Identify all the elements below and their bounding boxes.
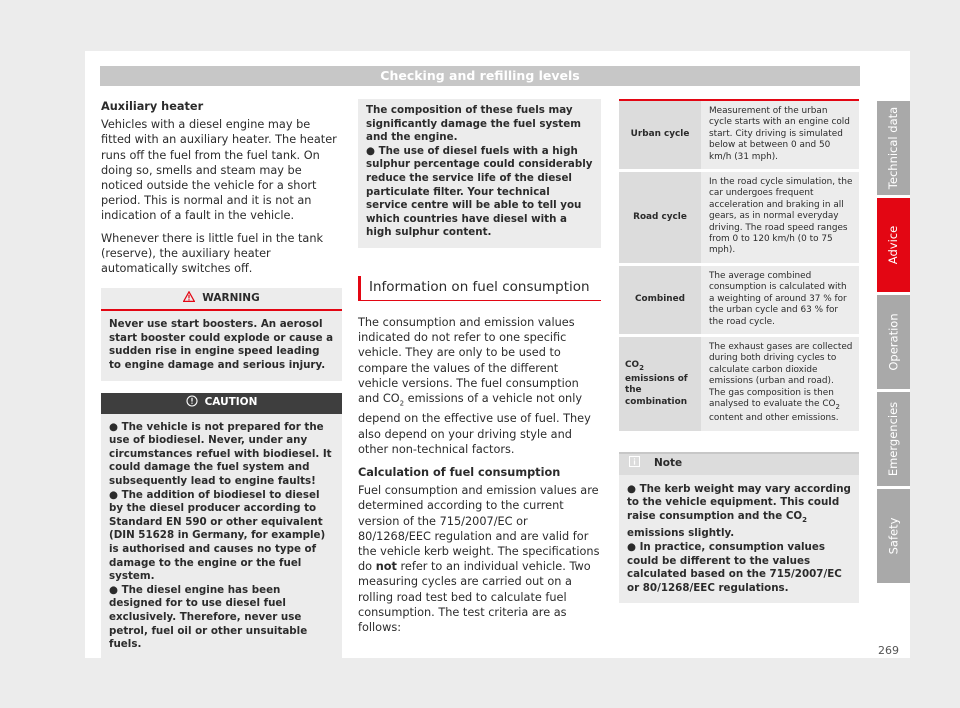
cycle-description: The exhaust gases are collected during both driving cycles to calculate carbon dioxide emissions (urban and road). The gas composition is then analysed to evaluate the $CO_2$ content and other emissions.: [701, 337, 859, 434]
measuring-cycles-table: [619, 101, 859, 434]
warning-text: Never use start boosters. An aerosol start booster could explode or cause a sudden rise in engine speed leading to engine damage and serious injury.: [109, 318, 334, 372]
fuel-consumption-paragraph: The consumption and emission values indicated do not refer to one specific vehicle. They are only to be used to compare the values of the different vehicle versions. The fuel consumption and $CO_2$ emissions of a vehicle not only depend on the effective use of fuel. They also depend on your driving style and other non-technical factors.: [358, 315, 591, 456]
info-square-icon: [629, 456, 640, 472]
info-circle-icon: [186, 395, 198, 411]
column-middle: [358, 99, 601, 642]
tab-emergencies[interactable]: Emergencies: [877, 392, 910, 486]
cycle-label: Combined: [619, 266, 701, 337]
tab-technical-data[interactable]: Technical data: [877, 101, 910, 195]
warning-label: WARNING: [202, 291, 260, 304]
auxiliary-heater-heading: Auxiliary heater: [101, 100, 204, 113]
cycle-label: Road cycle: [619, 172, 701, 266]
warning-box: [101, 288, 342, 380]
table-row: [619, 266, 859, 337]
note-header: [619, 452, 859, 475]
note-item: ● The kerb weight may vary according to the vehicle equipment. This could raise consumption and the $CO_2$ emissions slightly.: [627, 482, 851, 540]
warning-header: [101, 288, 342, 311]
tab-operation[interactable]: Operation: [877, 295, 910, 389]
note-label: Note: [654, 457, 683, 470]
caution-continued-text: The composition of these fuels may significantly damage the fuel system and the engine.: [366, 104, 581, 144]
table-row: [619, 101, 859, 172]
cycle-description: Measurement of the urban cycle starts with an engine cold start. City driving is simulated below at between 0 and 50 km/h (31 mph).: [701, 101, 859, 172]
caution-item: ● The addition of biodiesel to diesel by the diesel producer according to Standard EN 590 or other equivalent (DIN 51628 in Germany, for example) is authorised and causes no type of damage to the engine or the fuel system.: [109, 488, 326, 583]
column-right: [619, 99, 859, 603]
tab-advice[interactable]: Advice: [877, 198, 910, 292]
table-row: [619, 337, 859, 434]
auxiliary-heater-paragraph-1: Vehicles with a diesel engine may be fitted with an auxiliary heater. The heater runs off the fuel from the fuel tank. On doing so, smells and steam may be noticed outside the vehicle for a short period. This is normal and it is not an indication of a fault in the vehicle.: [101, 118, 337, 223]
warning-triangle-icon: [183, 291, 195, 306]
caution-header: [101, 393, 342, 414]
caution-item: ● The diesel engine has been designed for to use diesel fuel exclusively. Therefore, never use petrol, fuel oil or other unsuitable fuels.: [109, 583, 308, 651]
caution-label: CAUTION: [204, 396, 258, 409]
cycle-label: $CO_2$ emissions of the combination: [619, 337, 701, 434]
column-left: [101, 99, 342, 660]
caution-continued-box: [358, 99, 601, 248]
table-row: [619, 172, 859, 266]
caution-item: ● The vehicle is not prepared for the use of biodiesel. Never, under any circumstances refuel with biodiesel. It could damage the fuel system and subsequently lead to engine faults!: [109, 420, 332, 487]
auxiliary-heater-paragraph-2: Whenever there is little fuel in the tank (reserve), the auxiliary heater automatically switches off.: [101, 231, 324, 276]
caution-box: [101, 393, 342, 660]
tab-safety[interactable]: Safety: [877, 489, 910, 583]
cycle-label: Urban cycle: [619, 101, 701, 172]
calculation-paragraph: Fuel consumption and emission values are determined according to the current version of the 715/2007/EC or 80/1268/EEC regulation and are valid for the vehicle kerb weight. The specifications do not refer to an individual vehicle. Two measuring cycles are carried out on a rolling road test bed to calculate fuel consumption. The test criteria are as follows:: [358, 484, 600, 635]
cycle-description: In the road cycle simulation, the car undergoes frequent acceleration and braking in all gears, as in normal everyday driving. The road speed ranges from 0 to 120 km/h (0 to 75 mph).: [701, 172, 859, 266]
page-number: 269: [878, 644, 899, 657]
cycle-description: The average combined consumption is calculated with a weighting of around 37 % for the urban cycle and 63 % for the road cycle.: [701, 266, 859, 337]
calculation-heading: Calculation of fuel consumption: [358, 466, 561, 480]
page-header: Checking and refilling levels: [100, 66, 860, 86]
section-title: Information on fuel consumption: [358, 276, 601, 301]
note-item: ● In practice, consumption values could be different to the values calculated based on the 715/2007/EC or 80/1268/EEC regulations.: [627, 540, 842, 594]
caution-item: ● The use of diesel fuels with a high sulphur percentage could considerably reduce the service life of the diesel particulate filter. Your technical service centre will be able to tell you which countries have diesel with a high sulphur content.: [366, 144, 593, 239]
note-box: [619, 452, 859, 604]
